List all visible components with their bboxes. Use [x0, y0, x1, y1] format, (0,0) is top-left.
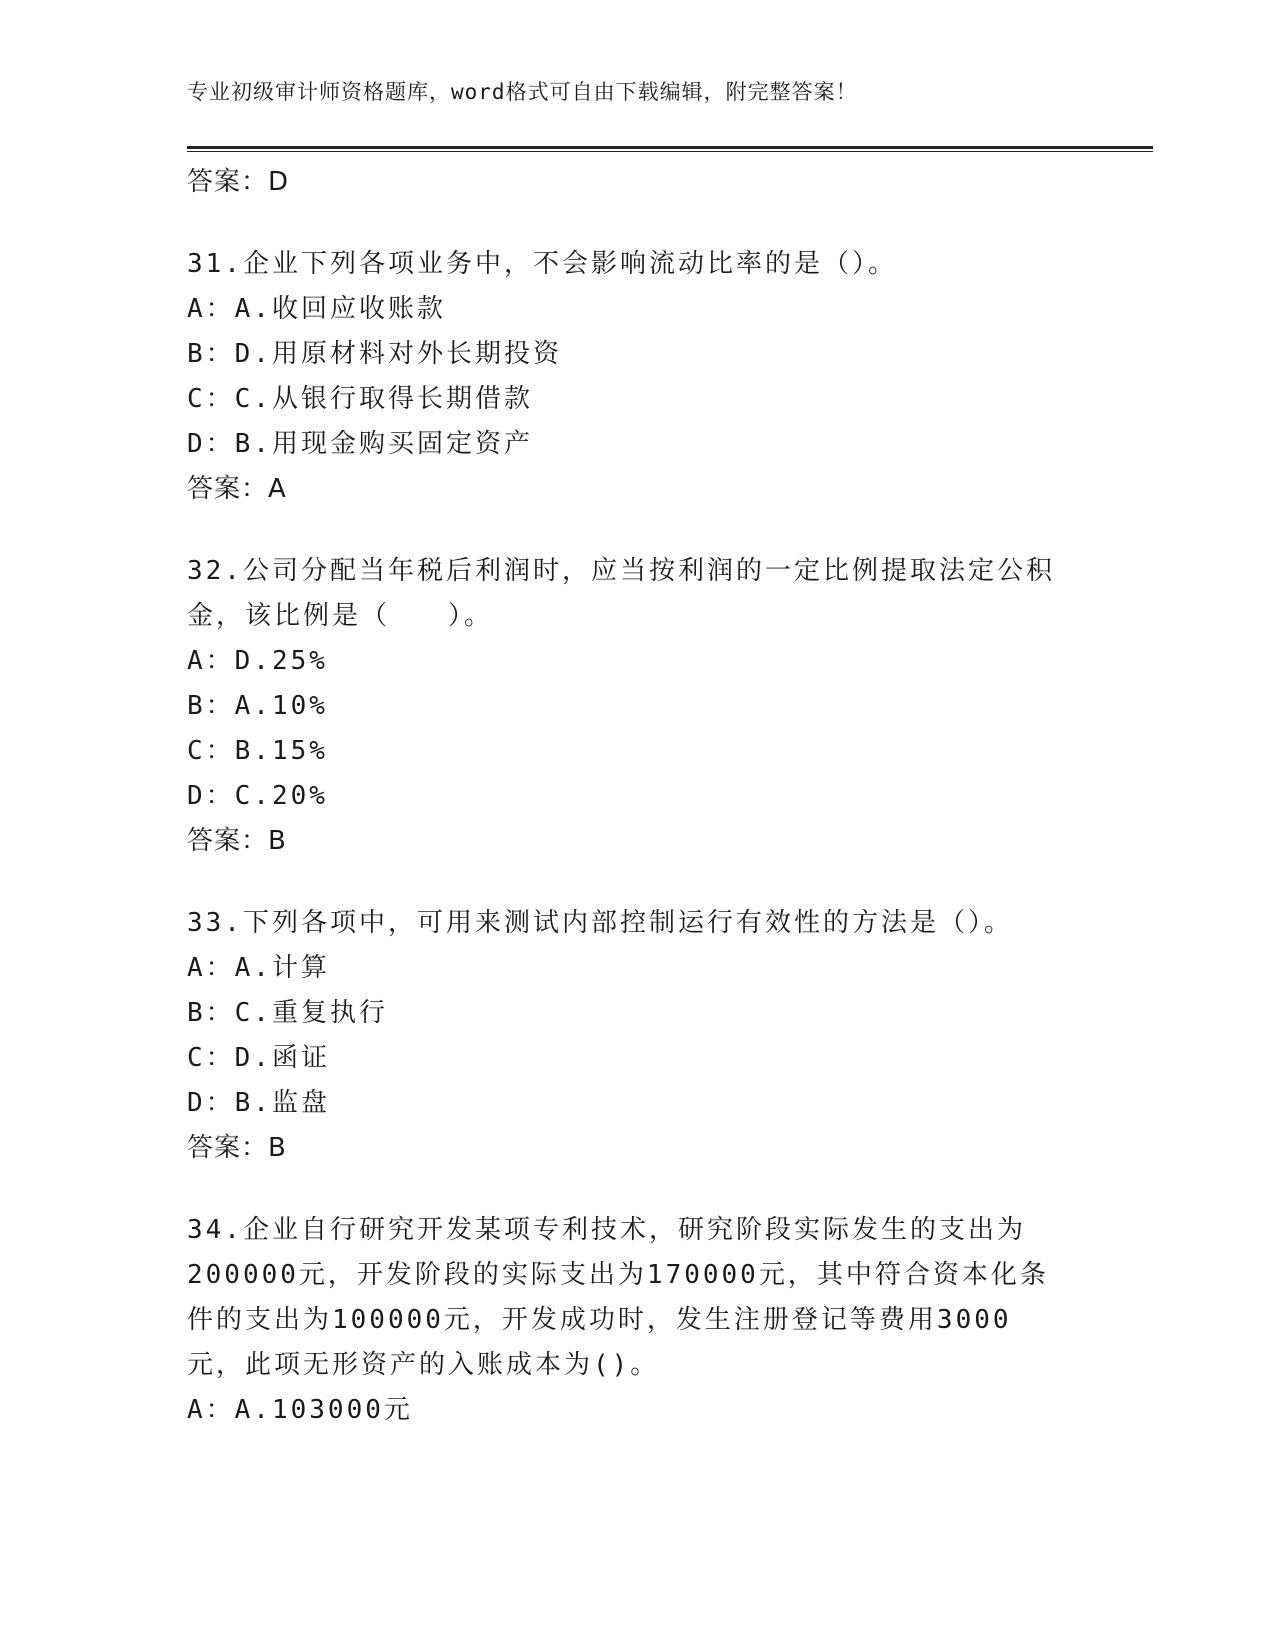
question-text: 34.企业自行研究开发某项专利技术，研究阶段实际发生的支出为200000元，开发阶段的实际支出为170000元，其中符合资本化条件的支出为100000元，开发成功时，发生注册登记等费用3000元，此项无形资产的入账成本为()。: [187, 1215, 1049, 1380]
answer-line: 答案：D: [187, 167, 290, 197]
option-a: A：A.计算: [187, 953, 330, 983]
option-a: A：D.25%: [187, 646, 328, 676]
option-c: C：B.15%: [187, 736, 328, 766]
question-list: [187, 160, 1087, 1433]
question-34: [187, 1208, 1087, 1433]
question-33: [187, 901, 1087, 1164]
question-text: 31.企业下列各项业务中，不会影响流动比率的是（）。: [187, 249, 897, 279]
page-header: 专业初级审计师资格题库，word格式可自由下载编辑，附完整答案！: [187, 80, 858, 104]
option-c: C：C.从银行取得长期借款: [187, 384, 533, 414]
option-d: D：B.用现金购买固定资产: [187, 429, 533, 459]
question-text: 32.公司分配当年税后利润时，应当按利润的一定比例提取法定公积金，该比例是（ ）。: [187, 556, 1055, 631]
answer-line: 答案：A: [187, 474, 287, 504]
answer-line: 答案：B: [187, 826, 287, 856]
header-rule-thick: [187, 146, 1153, 149]
answer-line: 答案：B: [187, 1133, 287, 1163]
option-b: B：D.用原材料对外长期投资: [187, 339, 562, 369]
question-32: [187, 549, 1087, 857]
option-a: A：A.103000元: [187, 1395, 413, 1425]
option-a: A：A.收回应收账款: [187, 294, 446, 324]
header-rule-thin: [187, 151, 1153, 152]
option-d: D：C.20%: [187, 781, 328, 811]
question-text: 33.下列各项中，可用来测试内部控制运行有效性的方法是（）。: [187, 908, 1013, 938]
option-b: B：C.重复执行: [187, 998, 388, 1028]
option-d: D：B.监盘: [187, 1088, 330, 1118]
question-31: [187, 242, 1087, 505]
option-b: B：A.10%: [187, 691, 328, 721]
option-c: C：D.函证: [187, 1043, 330, 1073]
